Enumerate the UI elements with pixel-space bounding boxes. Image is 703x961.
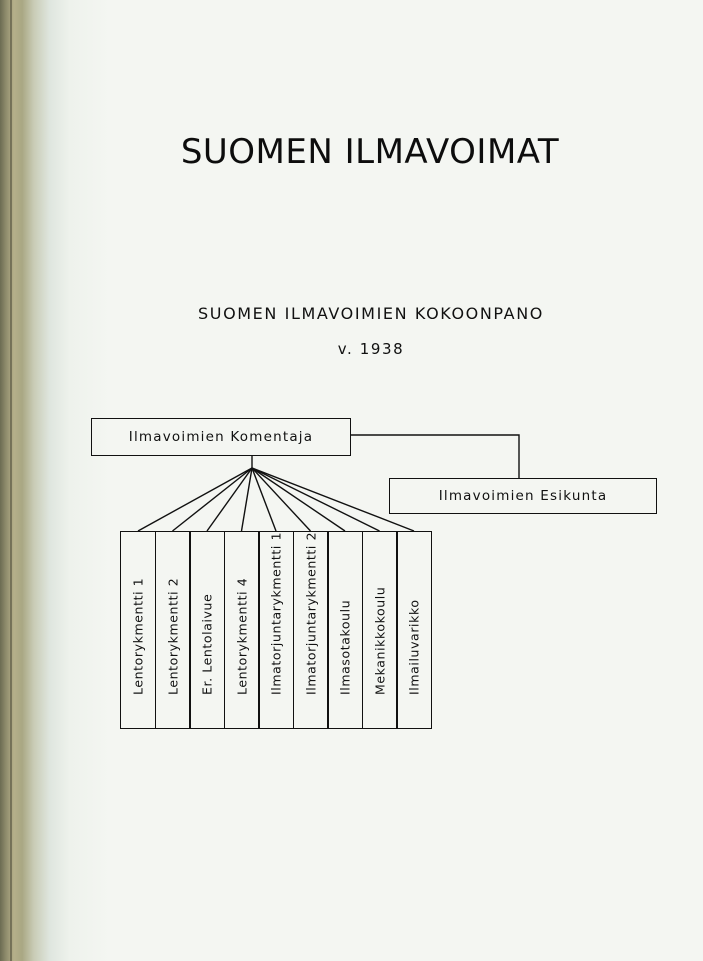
unit-label: Er. Lentolaivue <box>199 593 215 695</box>
unit-box <box>224 531 260 729</box>
unit-label: Lentorykmentti 2 <box>165 577 180 695</box>
unit-connector-line <box>173 468 253 531</box>
unit-connector-line <box>207 468 252 531</box>
commander-label: Ilmavoimien Komentaja <box>128 429 314 445</box>
unit-label: Lentorykmentti 4 <box>234 577 249 695</box>
unit-connector-line <box>252 468 311 531</box>
staff-box <box>389 478 657 514</box>
unit-box <box>396 531 432 729</box>
commander-staff-connector <box>351 435 519 478</box>
unit-connector-line <box>252 468 345 531</box>
chart-year: v. 1938 <box>337 340 405 358</box>
unit-box <box>155 531 191 729</box>
commander-box <box>91 418 351 456</box>
unit-label: Ilmatorjuntarykmentti 1 <box>268 531 284 695</box>
unit-label: Ilmasotakoulu <box>337 599 353 695</box>
unit-connector-line <box>138 468 252 531</box>
unit-label: Ilmailuvarikko <box>406 599 422 695</box>
unit-box <box>293 531 329 729</box>
unit-label: Mekanikkokoulu <box>372 586 387 695</box>
unit-box <box>189 531 225 729</box>
unit-connector-line <box>242 468 253 531</box>
unit-connector-line <box>252 468 276 531</box>
unit-connector-line <box>252 468 380 531</box>
unit-box <box>362 531 398 729</box>
unit-box <box>258 531 294 729</box>
unit-row <box>120 531 432 729</box>
unit-box <box>327 531 363 729</box>
chart-subtitle: SUOMEN ILMAVOIMIEN KOKOONPANO <box>198 304 544 323</box>
unit-label: Ilmatorjuntarykmentti 2 <box>303 531 318 695</box>
unit-label: Lentorykmentti 1 <box>130 577 146 695</box>
unit-box <box>120 531 156 729</box>
page-title: SUOMEN ILMAVOIMAT <box>180 132 560 172</box>
staff-label: Ilmavoimien Esikunta <box>438 488 608 504</box>
